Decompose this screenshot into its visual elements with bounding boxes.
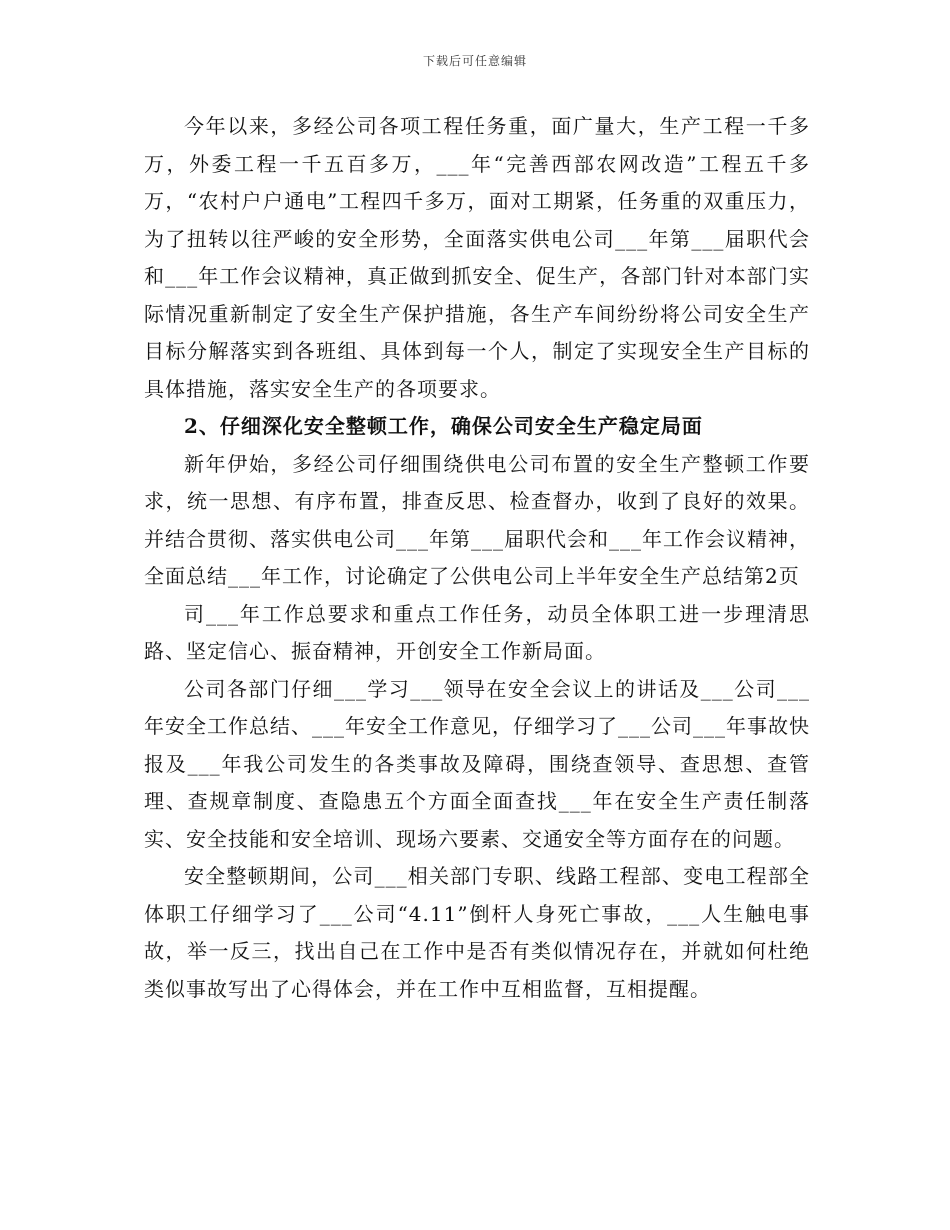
document-body: [144, 108, 810, 1008]
paragraph-study: 公司各部门仔细___学习___领导在安全会议上的讲话及___公司___年安全工作总结、___年安全工作意见，仔细学习了___公司___年事故快报及___年我公司发生的各类事故及障碍，围绕查领导、查思想、查管理、查规章制度、查隐患五个方面全面查找___年在安全生产责任制落实、安全技能和安全培训、现场六要素、交通安全等方面存在的问题。: [144, 676, 810, 851]
paragraph-rectification: 安全整顿期间，公司___相关部门专职、线路工程部、变电工程部全体职工仔细学习了___公司“4.11”倒杆人身死亡事故，___人生触电事故，举一反三，找出自己在工作中是否有类似情况存在，并就如何杜绝类似事故写出了心得体会，并在工作中互相监督，互相提醒。: [144, 864, 810, 1001]
section-heading-2: 2、仔细深化安全整顿工作，确保公司安全生产稳定局面: [184, 414, 703, 438]
page-header: 下载后可任意编辑: [422, 54, 527, 68]
paragraph-continuation: 司___年工作总要求和重点工作任务，动员全体职工进一步理清思路、坚定信心、振奋精神，开创安全工作新局面。: [144, 601, 810, 663]
paragraph-new-year: 新年伊始，多经公司仔细围绕供电公司布置的安全生产整顿工作要求，统一思想、有序布置，排查反思、检查督办，收到了良好的效果。并结合贯彻、落实供电公司___年第___届职代会和___年工作会议精神，全面总结___年工作，讨论确定了公供电公司上半年安全生产总结第2页: [144, 451, 810, 588]
paragraph-intro: 今年以来，多经公司各项工程任务重，面广量大，生产工程一千多万，外委工程一千五百多万，___年“完善西部农网改造”工程五千多万，“农村户户通电”工程四千多万，面对工期紧，任务重的双重压力，为了扭转以往严峻的安全形势，全面落实供电公司___年第___届职代会和___年工作会议精神，真正做到抓安全、促生产，各部门针对本部门实际情况重新制定了安全生产保护措施，各生产车间纷纷将公司安全生产目标分解落实到各班组、具体到每一个人，制定了实现安全生产目标的具体措施，落实安全生产的各项要求。: [144, 114, 810, 401]
